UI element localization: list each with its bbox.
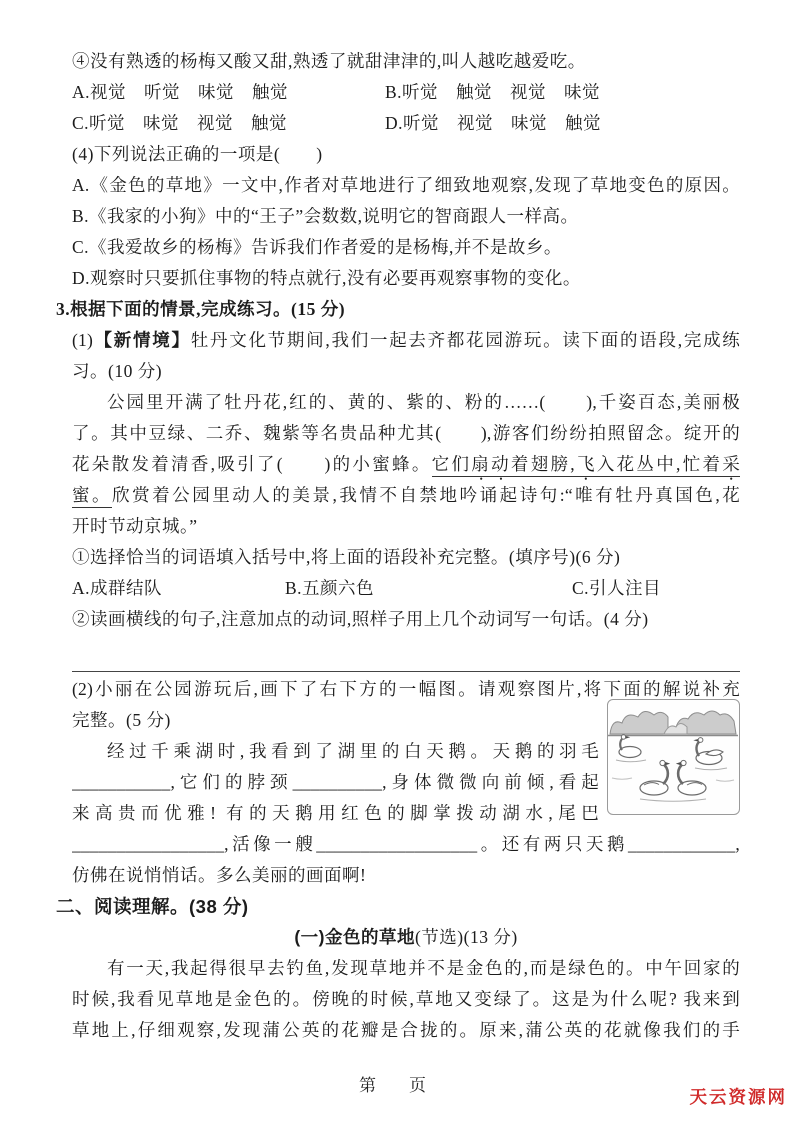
q3-title <box>56 294 740 325</box>
reading-passage-line: 时候,我看见草地是金色的。傍晚的时候,草地又变绿了。这是为什么呢? 我来到 <box>72 989 740 1009</box>
passage-plain-text: 欣赏着公园里动人的美景,我情不自禁地吟诵起诗句:“唯有牡丹真国色,花 <box>112 485 740 505</box>
reading-passage-title-bold: (一)金色的草地 <box>294 927 415 947</box>
q3-sub2-stem: ②读画横线的句子,注意加点的动词,照样子用上几个动词写一句话。(4 分) <box>72 609 649 629</box>
dotted-verb: 采 <box>722 454 740 477</box>
q3-part2-intro-cont: 完整。(5 分) <box>72 710 171 730</box>
q5-stem: (4)下列说法正确的一项是( ) <box>72 144 323 164</box>
passage-line-with-underline <box>72 449 740 480</box>
q3-part1-label: (1) <box>72 330 94 350</box>
swan-text-line-with-blanks: ___________,它们的脖颈__________,身体微微向前倾,看起 <box>72 772 599 792</box>
q5-option-b: B.《我家的小狗》中的“王子”会数数,说明它的智商跟人一样高。 <box>72 206 579 226</box>
q3-sub1-stem: ①选择恰当的词语填入括号中,将上面的语段补充完整。(填序号)(6 分) <box>72 547 621 567</box>
dotted-verb: 扇动 <box>471 454 511 477</box>
q4-option-d: D.听觉 视觉 味觉 触觉 <box>385 113 602 133</box>
q4-options-row-1 <box>72 77 740 108</box>
q3-title-text: 根据下面的情景,完成练习。(15 分) <box>70 299 346 319</box>
swan-lake-drawing <box>608 700 738 813</box>
q5-option-a: A.《金色的草地》一文中,作者对草地进行了细致地观察,发现了草地变色的原因。 <box>72 175 740 195</box>
q5-option-d: D.观察时只要抓住事物的特点就行,没有必要再观察事物的变化。 <box>72 268 581 288</box>
swan-text-line: 来高贵而优雅! 有的天鹅用红色的脚掌拨动湖水,尾巴 <box>72 803 599 823</box>
q4-stem: ④没有熟透的杨梅又酸又甜,熟透了就甜津津的,叫人越吃越爱吃。 <box>72 51 586 71</box>
page-number-footer: 第 页 <box>359 1076 434 1095</box>
swan-text-line: 经过千乘湖时,我看到了湖里的白天鹅。天鹅的羽毛 <box>107 741 599 761</box>
q4-options-row-2 <box>72 108 740 139</box>
sub1-option-b: B.五颜六色 <box>285 578 375 598</box>
reading-passage-title-rest: (节选)(13 分) <box>414 927 518 947</box>
q3-part2-intro: (2)小丽在公园游玩后,画下了右下方的一幅图。请观察图片,将下面的解说补充 <box>72 679 740 699</box>
q4-option-b: B.听觉 触觉 视觉 味觉 <box>385 82 601 102</box>
underlined-text: 入花丛中,忙着 <box>597 454 723 477</box>
q3-part1-intro-text: 牡丹文化节期间,我们一起去齐都花园游玩。读下面的语段,完成练 <box>190 330 740 350</box>
passage-line: 公园里开满了牡丹花,红的、黄的、紫的、粉的……( ),千姿百态,美丽极 <box>107 392 740 412</box>
reading-passage-line: 草地上,仔细观察,发现蒲公英的花瓣是合拢的。原来,蒲公英的花就像我们的手 <box>72 1020 740 1040</box>
swan-text-line-with-blanks: _________________,活像一艘__________________。还有两只天鹅____________, <box>72 834 740 854</box>
reading-passage-title <box>72 922 740 953</box>
q3-number: 3. <box>56 299 71 319</box>
q3-part1-intro <box>72 325 740 356</box>
section2-title: 二、阅读理解。(38 分) <box>56 896 249 917</box>
underlined-text: 它们 <box>432 454 472 477</box>
sub1-option-a: A.成群结队 <box>72 578 163 598</box>
reading-passage-line: 有一天,我起得很早去钓鱼,发现草地并不是金色的,而是绿色的。中午回家的 <box>107 958 740 978</box>
swan-text-line: 仿佛在说悄悄话。多么美丽的画面啊! <box>72 865 367 885</box>
passage-plain-text: 花朵散发着清香,吸引了( )的小蜜蜂。 <box>72 454 432 474</box>
q4-option-c: C.听觉 味觉 视觉 触觉 <box>72 113 288 133</box>
underlined-text: 着翅膀, <box>511 454 575 477</box>
passage-line: 了。其中豆绿、二乔、魏紫等名贵品种尤其( ),游客们纷纷拍照留念。绽开的 <box>72 423 740 443</box>
new-context-tag: 【新情境】 <box>93 330 191 350</box>
passage-line-with-underline <box>72 480 740 511</box>
source-watermark: 天云资源网 <box>689 1087 787 1107</box>
answer-blank-line <box>72 635 740 672</box>
passage-line: 开时节动京城。” <box>72 516 198 536</box>
q3-part2 <box>72 674 740 891</box>
q5-option-c: C.《我爱故乡的杨梅》告诉我们作者爱的是杨梅,并不是故乡。 <box>72 237 562 257</box>
underlined-text: 蜜。 <box>72 485 112 508</box>
swan-lake-illustration <box>607 699 740 815</box>
q4-option-a: A.视觉 听觉 味觉 触觉 <box>72 82 289 102</box>
sub1-option-c: C.引人注目 <box>572 578 662 598</box>
worksheet-content <box>56 46 740 1046</box>
q3-part1-intro-cont: 习。(10 分) <box>72 361 163 381</box>
q3-sub1-options-row <box>72 573 740 604</box>
dotted-verb: 飞 <box>575 454 597 477</box>
